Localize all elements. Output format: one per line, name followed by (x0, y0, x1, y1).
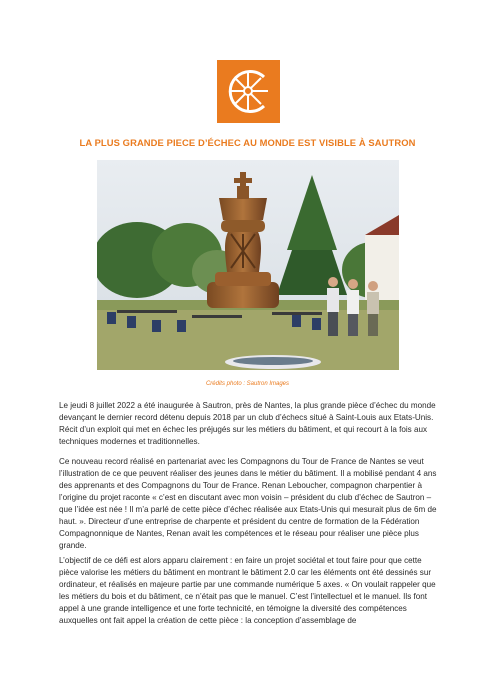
logo (217, 60, 280, 123)
article-photo (97, 160, 399, 370)
photo-caption: Crédits photo : Sautron Images (205, 381, 290, 387)
paragraph-intro: Le jeudi 8 juillet 2022 a été inaugurée à Sautron, près de Nantes, la plus grande pièce d’échec du monde devançant le dernier record détenu depuis 2018 par un club d’échecs situé à Saint-Louis aux Etats-Unis. Récit d’un exploit qui met en échec les préjugés sur les métiers du bâtiment, et qui recourt à la fois aux techniques modernes et traditionnelles. (59, 401, 436, 446)
paragraph-partnership: Ce nouveau record réalisé en partenariat avec les Compagnons du Tour de France de Nantes se veut l’illustration de ce que peuvent réaliser des jeunes dans le métier du bâtiment. Il a mobilisé pendant 4 ans des apprenants et des Compagnons du Tour de France. Renan Leboucher, compagnon charpentier à l’origine du projet raconte « c’est en discutant avec mon voisin – président du club d’échec de Sautron – que l’idée est née ! Il m’a parlé de cette pièce d’échec réalisée aux Etats-Unis qui mesurait plus de 6m de haut. ». Directeur d’une entreprise de charpente et président du centre de formation de la Fédération Compagnonnique de Nantes, Renan avait les compétences et le réseau pour réaliser une pièce plus grande. (59, 457, 437, 550)
giant-chess-king-photo-icon (97, 160, 399, 370)
chronicle-c-logo-icon (217, 60, 280, 123)
article-title: LA PLUS GRANDE PIECE D’ÉCHEC AU MONDE EST VISIBLE À SAUTRON (79, 137, 416, 148)
paragraph-objective: L’objectif de ce défi est alors apparu clairement : en faire un projet sociétal et tout faire pour que cette pièce valorise les métiers du bâtiment en montrant le bâtiment 2.0 car les éléments ont été dessinés sur ordinateur, et réalisés en majeure partie par une commande numérique 5 axes. « On voulait rappeler que les métiers du bois et du bâtiment, ce n’était pas que le manuel. C’est l’intellectuel et le manuel. Ils font appel à une grande intelligence et une forte technicité, en témoigne la diversité des compétences auxquelles ont fait appel la création de cette pièce : la conception d’assemblage de (59, 556, 436, 625)
